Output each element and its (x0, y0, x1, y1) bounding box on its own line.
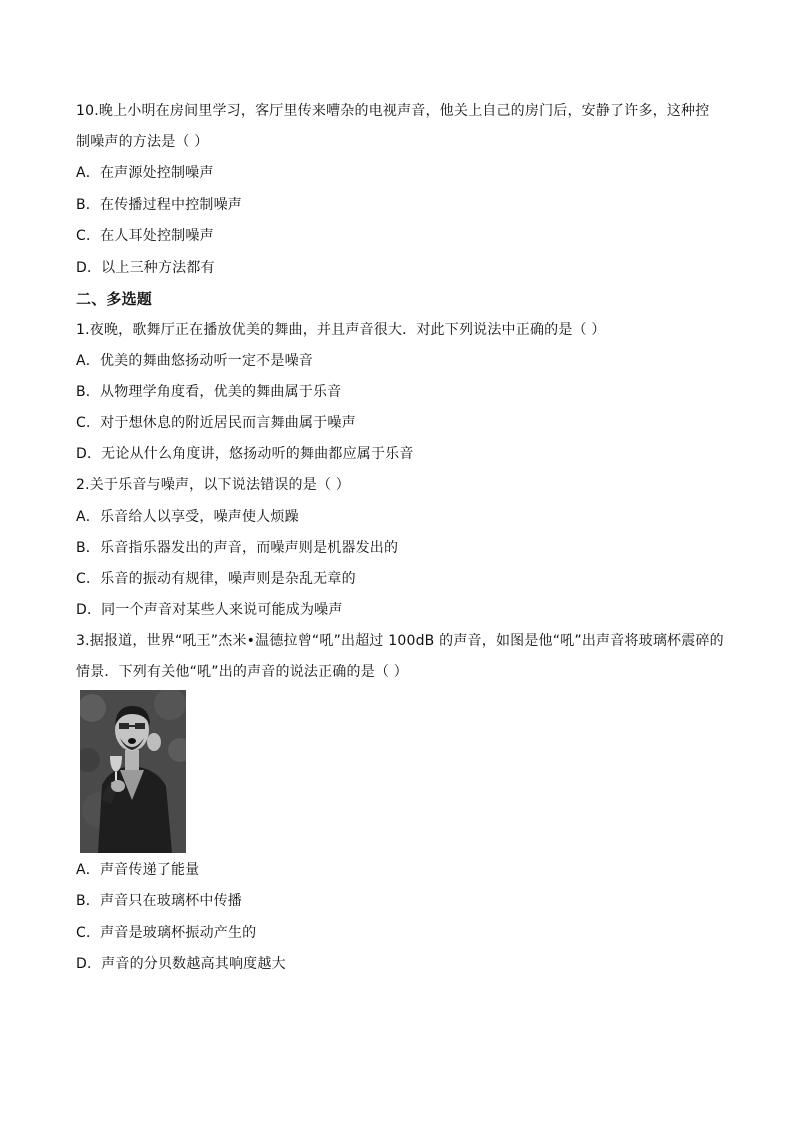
mq2-option-c: C．乐音的振动有规律，噪声则是杂乱无章的 (76, 571, 356, 587)
mq3-stem-line1: 3.据报道，世界“吼王”杰米•温德拉曾“吼”出超过 100dB 的声音，如图是他“吼”出声音将玻璃杯震碎的 (76, 633, 724, 649)
mq2-option-a: A．乐音给人以享受，噪声使人烦躁 (76, 509, 299, 525)
mq2-option-d: D．同一个声音对某些人来说可能成为噪声 (76, 602, 343, 618)
mq1-option-d: D．无论从什么角度讲，悠扬动听的舞曲都应属于乐音 (76, 446, 414, 462)
shouting-man-photo (80, 690, 186, 853)
mq3-option-b: B．声音只在玻璃杯中传播 (76, 893, 243, 909)
mq3-option-c: C．声音是玻璃杯振动产生的 (76, 925, 257, 941)
mq3-stem-line2: 情景．下列有关他“吼”出的声音的说法正确的是（ ） (76, 664, 408, 680)
q10-option-c: C．在人耳处控制噪声 (76, 228, 214, 244)
mq2-option-b: B．乐音指乐器发出的声音，而噪声则是机器发出的 (76, 540, 399, 556)
q10-option-b: B．在传播过程中控制噪声 (76, 197, 243, 213)
mq1-option-c: C．对于想休息的附近居民而言舞曲属于噪声 (76, 415, 356, 431)
mq1-option-a: A．优美的舞曲悠扬动听一定不是噪音 (76, 353, 313, 369)
mq2-stem: 2.关于乐音与噪声，以下说法错误的是（ ） (76, 477, 351, 493)
q10-option-a: A．在声源处控制噪声 (76, 165, 214, 181)
q10-stem-line1: 10.晚上小明在房间里学习，客厅里传来嘈杂的电视声音，他关上自己的房门后，安静了许多，这种控 (76, 103, 710, 119)
q10-stem-line2: 制噪声的方法是（ ） (76, 134, 209, 150)
mq1-stem: 1.夜晚，歌舞厅正在播放优美的舞曲，并且声音很大．对此下列说法中正确的是（ ） (76, 322, 606, 338)
mq1-option-b: B．从物理学角度看，优美的舞曲属于乐音 (76, 384, 342, 400)
section-title: 二、多选题 (76, 290, 153, 308)
photo-illustration (80, 690, 186, 853)
mq3-option-d: D．声音的分贝数越高其响度越大 (76, 956, 286, 972)
mq3-option-a: A．声音传递了能量 (76, 862, 200, 878)
q10-option-d: D．以上三种方法都有 (76, 260, 215, 276)
